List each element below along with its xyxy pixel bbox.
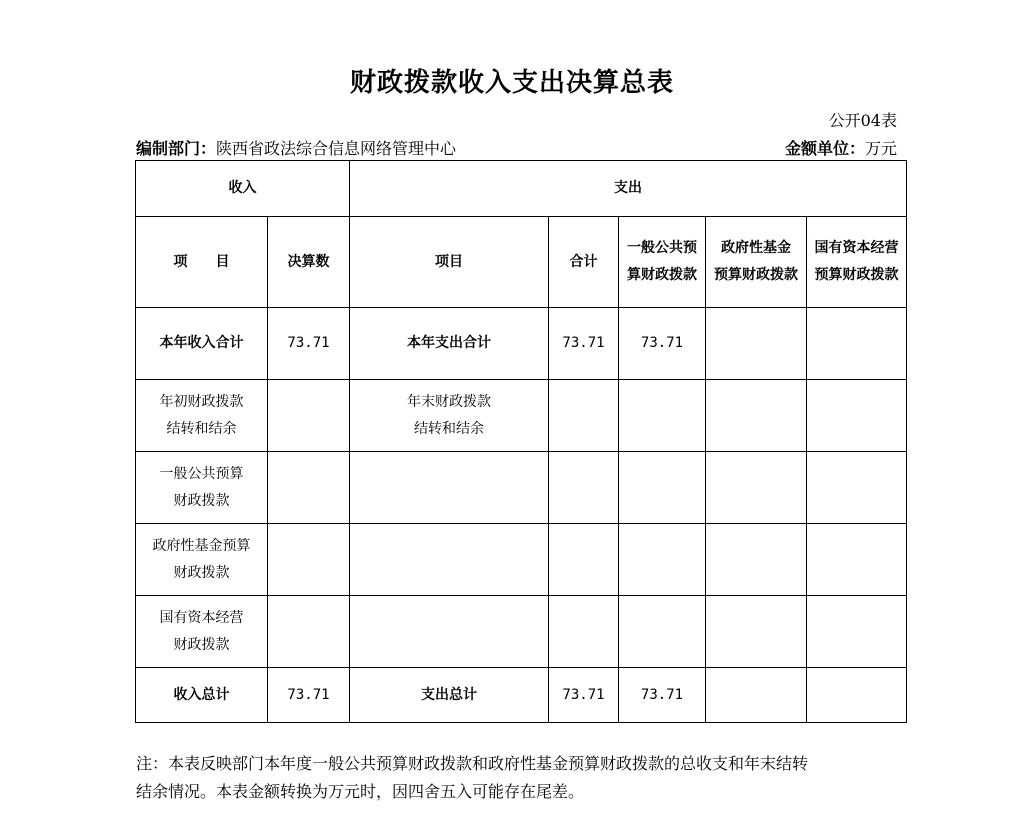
footnote xyxy=(136,750,906,806)
expense-fund xyxy=(706,524,807,596)
expense-fund xyxy=(706,380,807,452)
unit-label: 金额单位： xyxy=(784,139,865,158)
department-name: 陕西省政法综合信息网络管理中心 xyxy=(216,139,457,158)
expense-total xyxy=(549,524,619,596)
table-row xyxy=(136,524,907,596)
expense-general xyxy=(619,524,706,596)
expense-general xyxy=(619,452,706,524)
income-item xyxy=(136,596,268,668)
col-header-fund xyxy=(706,217,807,308)
col-header-item: 项 目 xyxy=(136,217,268,308)
col-header-total: 合计 xyxy=(549,217,619,308)
expense-state xyxy=(807,524,907,596)
expense-total: 73.71 xyxy=(549,668,619,723)
income-item-line1: 政府性基金预算 xyxy=(152,537,251,554)
expense-total xyxy=(549,452,619,524)
footnote-line1: 注：本表反映部门本年度一般公共预算财政拨款和政府性基金预算财政拨款的总收支和年末结转 xyxy=(136,754,809,773)
unit-line xyxy=(785,136,897,159)
expense-item xyxy=(350,380,549,452)
budget-table xyxy=(135,160,907,723)
expense-item: 支出总计 xyxy=(350,668,549,723)
expense-item xyxy=(350,596,549,668)
expense-item-line1: 年末财政拨款 xyxy=(407,393,491,410)
expense-general: 73.71 xyxy=(619,668,706,723)
expense-fund xyxy=(706,596,807,668)
footnote-line2: 结余情况。本表金额转换为万元时，因四舍五入可能存在尾差。 xyxy=(136,782,585,801)
expense-total xyxy=(549,596,619,668)
col-header-state-line1: 国有资本经营 xyxy=(814,240,899,256)
income-item-line2: 财政拨款 xyxy=(173,564,230,581)
table-row xyxy=(136,452,907,524)
table-row xyxy=(136,380,907,452)
expense-general xyxy=(619,380,706,452)
expense-fund xyxy=(706,668,807,723)
income-amount xyxy=(268,452,350,524)
col-header-general-line2: 算财政拨款 xyxy=(627,267,697,283)
page-title: 财政拨款收入支出决算总表 xyxy=(349,68,674,98)
department-label: 编制部门： xyxy=(136,139,217,158)
col-header-state-line2: 预算财政拨款 xyxy=(814,267,899,283)
expense-total xyxy=(549,380,619,452)
col-header-general-line1: 一般公共预 xyxy=(627,240,697,256)
income-item xyxy=(136,524,268,596)
expense-state xyxy=(807,308,907,380)
income-header: 收入 xyxy=(136,161,350,217)
table-row xyxy=(136,308,907,380)
col-header-amount: 决算数 xyxy=(268,217,350,308)
table-row-total xyxy=(136,668,907,723)
col-header-state xyxy=(807,217,907,308)
header-row-columns xyxy=(136,217,907,308)
expense-fund xyxy=(706,308,807,380)
income-item: 本年收入合计 xyxy=(136,308,268,380)
col-header-exp-item: 项目 xyxy=(350,217,549,308)
income-amount xyxy=(268,596,350,668)
expense-item: 本年支出合计 xyxy=(350,308,549,380)
expense-header: 支出 xyxy=(350,161,907,217)
form-number: 公开04表 xyxy=(828,111,897,130)
income-item-line1: 年初财政拨款 xyxy=(159,393,244,410)
income-item xyxy=(136,380,268,452)
income-amount xyxy=(268,524,350,596)
expense-state xyxy=(807,668,907,723)
table-row xyxy=(136,596,907,668)
expense-general xyxy=(619,596,706,668)
unit-value: 万元 xyxy=(864,139,897,158)
expense-general: 73.71 xyxy=(619,308,706,380)
col-header-fund-line2: 预算财政拨款 xyxy=(714,267,798,283)
col-header-fund-line1: 政府性基金 xyxy=(721,240,791,256)
expense-state xyxy=(807,380,907,452)
col-header-general xyxy=(619,217,706,308)
income-item xyxy=(136,452,268,524)
department-line xyxy=(136,136,456,159)
expense-fund xyxy=(706,452,807,524)
income-item-line1: 国有资本经营 xyxy=(159,609,244,626)
expense-state xyxy=(807,452,907,524)
income-item-line2: 财政拨款 xyxy=(173,636,230,653)
income-item-line2: 结转和结余 xyxy=(166,420,237,437)
income-item-line2: 财政拨款 xyxy=(173,492,230,509)
income-amount xyxy=(268,380,350,452)
income-item-line1: 一般公共预算 xyxy=(159,465,244,482)
expense-total: 73.71 xyxy=(549,308,619,380)
income-amount: 73.71 xyxy=(268,308,350,380)
expense-item-line2: 结转和结余 xyxy=(414,420,484,437)
income-amount: 73.71 xyxy=(268,668,350,723)
income-item: 收入总计 xyxy=(136,668,268,723)
expense-state xyxy=(807,596,907,668)
expense-item xyxy=(350,452,549,524)
header-row-top xyxy=(136,161,907,217)
expense-item xyxy=(350,524,549,596)
